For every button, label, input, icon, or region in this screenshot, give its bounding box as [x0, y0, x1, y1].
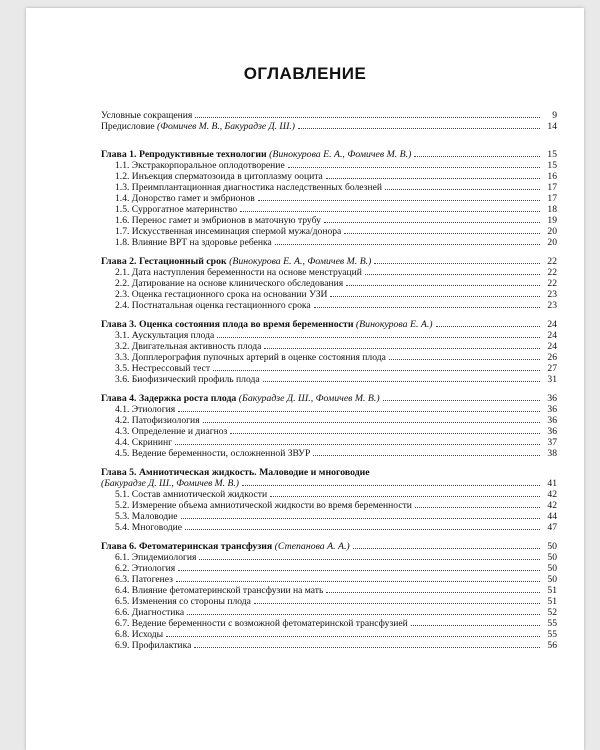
chapter-title: Глава 2. Гестационный срок	[101, 256, 227, 267]
toc-section-entry[interactable]	[101, 278, 557, 289]
section-title: 1.8. Влияние ВРТ на здоровье ребенка	[115, 237, 272, 248]
dot-leader	[264, 348, 540, 349]
toc-section-entry[interactable]	[101, 374, 557, 385]
dot-leader	[213, 370, 540, 371]
section-title: 4.3. Определение и диагноз	[115, 426, 228, 437]
section-title: 3.5. Нестрессовый тест	[115, 363, 211, 374]
section-title: 2.4. Постнатальная оценка гестационного срока	[115, 300, 311, 311]
toc-section-entry[interactable]	[101, 522, 557, 533]
page-number: 47	[547, 522, 557, 533]
page-number: 22	[547, 256, 557, 267]
section-title: 6.3. Патогенез	[115, 574, 173, 585]
page-number: 37	[547, 437, 557, 448]
chapter-author: (Бакурадзе Д. Ш., Фомичев М. В.)	[238, 393, 380, 404]
chapter-title: Глава 4. Задержка роста плода	[101, 393, 237, 404]
dot-leader	[326, 178, 540, 179]
toc-section-entry[interactable]	[101, 363, 557, 374]
page-number: 51	[547, 596, 557, 607]
chapter-title: Глава 3. Оценка состояния плода во время беременности	[101, 319, 354, 330]
entry-text: Условные сокращения	[101, 110, 193, 121]
dot-leader	[324, 222, 540, 223]
book-page	[26, 8, 584, 750]
section-title: 1.2. Инъекция сперматозоида в цитоплазму ооцита	[115, 171, 323, 182]
dot-leader	[313, 455, 540, 456]
dot-leader	[298, 128, 540, 129]
page-number: 9	[552, 110, 557, 121]
chapter-title: Глава 5. Амниотическая жидкость. Маловодие и многоводие	[101, 467, 370, 478]
dot-leader	[436, 326, 540, 327]
page-number: 50	[547, 563, 557, 574]
toc-section-entry[interactable]	[101, 226, 557, 237]
chapter-author: (Винокурова Е. А.)	[355, 319, 433, 330]
section-title: 5.2. Измерение объема амниотической жидкости во время беременности	[115, 500, 412, 511]
section-title: 3.1. Аускультация плода	[115, 330, 215, 341]
page-number: 22	[547, 267, 557, 278]
chapter-label	[101, 256, 371, 267]
section-title: 6.9. Профилактика	[115, 640, 192, 651]
section-title: 3.2. Двигательная активность плода	[115, 341, 262, 352]
toc-section-entry[interactable]	[101, 511, 557, 522]
page-number: 41	[547, 478, 557, 489]
page-number: 17	[547, 193, 557, 204]
page-number: 44	[547, 511, 557, 522]
page-number: 36	[547, 393, 557, 404]
dot-leader	[178, 411, 540, 412]
toc-section-entry[interactable]	[101, 171, 557, 182]
section-title: 4.4. Скрининг	[115, 437, 173, 448]
page-number: 23	[547, 289, 557, 300]
toc-chapter-heading[interactable]	[101, 393, 557, 404]
toc-section-entry[interactable]	[101, 574, 557, 585]
page-number: 50	[547, 552, 557, 563]
section-title: 6.5. Изменения со стороны плода	[115, 596, 251, 607]
section-title: 1.6. Перенос гамет и эмбрионов в маточную трубу	[115, 215, 321, 226]
section-title: 2.2. Датирование на основе клинического обследования	[115, 278, 344, 289]
toc-section-entry[interactable]	[101, 215, 557, 226]
page-number: 55	[547, 618, 557, 629]
page-number: 55	[547, 629, 557, 640]
toc-front-entry[interactable]	[101, 110, 557, 121]
toc-section-entry[interactable]	[101, 640, 557, 651]
page-number: 50	[547, 574, 557, 585]
page-number: 16	[547, 171, 557, 182]
page-number: 42	[547, 500, 557, 511]
toc-section-entry[interactable]	[101, 585, 557, 596]
chapter-title: Глава 6. Фетоматеринская трансфузия	[101, 541, 273, 552]
dot-leader	[194, 647, 540, 648]
toc-section-entry[interactable]	[101, 629, 557, 640]
dot-leader	[353, 548, 540, 549]
toc-section-entry[interactable]	[101, 563, 557, 574]
section-title: 4.2. Патофизиология	[115, 415, 200, 426]
toc-section-entry[interactable]	[101, 500, 557, 511]
chapter-author: (Винокурова Е. А., Фомичев М. В.)	[229, 256, 372, 267]
page-number: 20	[547, 226, 557, 237]
section-title: 6.1. Эпидемиология	[115, 552, 197, 563]
toc-chapter-heading[interactable]	[101, 256, 557, 267]
toc-chapter-heading[interactable]	[101, 319, 557, 330]
toc-section-entry[interactable]	[101, 267, 557, 278]
page-number: 24	[547, 341, 557, 352]
toc-section-entry[interactable]	[101, 237, 557, 248]
dot-leader	[374, 263, 540, 264]
toc-section-entry[interactable]	[101, 437, 557, 448]
dot-leader	[240, 211, 540, 212]
dot-leader	[166, 636, 540, 637]
dot-leader	[270, 496, 540, 497]
toc-section-entry[interactable]	[101, 341, 557, 352]
dot-leader	[230, 433, 540, 434]
dot-leader	[389, 359, 540, 360]
section-title: 6.2. Этиология	[115, 563, 176, 574]
dot-leader	[178, 570, 540, 571]
dot-leader	[415, 507, 540, 508]
section-title: 5.1. Состав амниотической жидкости	[115, 489, 268, 500]
page-number: 24	[547, 330, 557, 341]
dot-leader	[346, 285, 540, 286]
page-number: 19	[547, 215, 557, 226]
dot-leader	[383, 400, 540, 401]
entry-author: (Фомичев М. В., Бакурадзе Д. Ш.)	[157, 121, 295, 132]
section-title: 2.3. Оценка гестационного срока на основании УЗИ	[115, 289, 328, 300]
entry-label	[101, 121, 295, 132]
toc-section-entry[interactable]	[101, 448, 557, 459]
dot-leader	[217, 337, 540, 338]
dot-leader	[185, 529, 540, 530]
toc-section-entry[interactable]	[101, 596, 557, 607]
dot-leader	[330, 296, 540, 297]
dot-leader	[258, 200, 540, 201]
toc-section-entry[interactable]	[101, 426, 557, 437]
dot-leader	[288, 167, 540, 168]
toc-chapter-heading[interactable]	[101, 149, 557, 160]
dot-leader	[242, 485, 540, 486]
section-title: 1.7. Искусственная инсеминация спермой мужа/донора	[115, 226, 342, 237]
section-title: 4.5. Ведение беременности, осложненной ЗВУР	[115, 448, 311, 459]
page-number: 36	[547, 426, 557, 437]
page-number: 42	[547, 489, 557, 500]
page-number: 31	[547, 374, 557, 385]
dot-leader	[411, 625, 540, 626]
section-title: 6.8. Исходы	[115, 629, 164, 640]
page-number: 36	[547, 404, 557, 415]
chapter-title: Глава 1. Репродуктивные технологии	[101, 149, 267, 160]
chapter-label	[101, 149, 411, 160]
toc-front-entry[interactable]	[101, 121, 557, 132]
dot-leader	[181, 518, 540, 519]
dot-leader	[326, 592, 540, 593]
section-title: 6.6. Диагностика	[115, 607, 185, 618]
dot-leader	[263, 381, 540, 382]
page-number: 26	[547, 352, 557, 363]
table-of-contents	[101, 110, 557, 651]
chapter-author: (Степанова А. А.)	[274, 541, 350, 552]
section-title: 3.3. Допплерография пупочных артерий в оценке состояния плода	[115, 352, 386, 363]
section-title: 2.1. Дата наступления беременности на основе менструаций	[115, 267, 362, 278]
toc-section-entry[interactable]	[101, 330, 557, 341]
toc-section-entry[interactable]	[101, 415, 557, 426]
page-number: 24	[547, 319, 557, 330]
page-number: 15	[547, 160, 557, 171]
toc-section-entry[interactable]	[101, 489, 557, 500]
toc-section-entry[interactable]	[101, 204, 557, 215]
toc-section-entry[interactable]	[101, 607, 557, 618]
page-number: 15	[547, 149, 557, 160]
chapter-author-line	[101, 478, 557, 489]
page-number: 56	[547, 640, 557, 651]
section-title: 1.3. Преимплантационная диагностика наследственных болезней	[115, 182, 382, 193]
toc-section-entry[interactable]	[101, 404, 557, 415]
toc-section-entry[interactable]	[101, 352, 557, 363]
section-title: 6.4. Влияние фетоматеринской трансфузии на мать	[115, 585, 324, 596]
dot-leader	[175, 444, 540, 445]
page-number: 38	[547, 448, 557, 459]
dot-leader	[275, 244, 540, 245]
entry-label	[101, 110, 192, 121]
toc-section-entry[interactable]	[101, 193, 557, 204]
page-title: ОГЛАВЛЕНИЕ	[243, 64, 367, 83]
chapter-author: (Винокурова Е. А., Фомичев М. В.)	[269, 149, 412, 160]
toc-chapter-heading[interactable]	[101, 467, 557, 489]
page-number: 18	[547, 204, 557, 215]
dot-leader	[195, 117, 540, 118]
page-number: 22	[547, 278, 557, 289]
page-number: 36	[547, 415, 557, 426]
dot-leader	[385, 189, 540, 190]
toc-section-entry[interactable]	[101, 182, 557, 193]
dot-leader	[199, 559, 540, 560]
page-number: 14	[547, 121, 557, 132]
toc-section-entry[interactable]	[101, 160, 557, 171]
toc-section-entry[interactable]	[101, 618, 557, 629]
toc-section-entry[interactable]	[101, 552, 557, 563]
page-number: 52	[547, 607, 557, 618]
page-number: 27	[547, 363, 557, 374]
toc-section-entry[interactable]	[101, 300, 557, 311]
section-title: 5.4. Многоводие	[115, 522, 183, 533]
dot-leader	[203, 422, 540, 423]
page-number: 23	[547, 300, 557, 311]
dot-leader	[365, 274, 540, 275]
chapter-label	[101, 541, 350, 552]
section-title: 1.5. Суррогатное материнство	[115, 204, 238, 215]
dot-leader	[254, 603, 540, 604]
section-title: 5.3. Маловодие	[115, 511, 178, 522]
toc-section-entry[interactable]	[101, 289, 557, 300]
chapter-label	[101, 393, 380, 404]
dot-leader	[187, 614, 540, 615]
dot-leader	[314, 307, 540, 308]
page-number: 20	[547, 237, 557, 248]
section-title: 3.6. Биофизический профиль плода	[115, 374, 260, 385]
section-title: 1.4. Донорство гамет и эмбрионов	[115, 193, 255, 204]
page-number: 51	[547, 585, 557, 596]
page-number: 50	[547, 541, 557, 552]
section-title: 1.1. Экстракорпоральное оплодотворение	[115, 160, 285, 171]
page-number: 17	[547, 182, 557, 193]
chapter-label	[101, 319, 433, 330]
dot-leader	[176, 581, 540, 582]
entry-text: Предисловие	[101, 121, 155, 132]
dot-leader	[344, 233, 540, 234]
dot-leader	[414, 156, 540, 157]
section-title: 6.7. Ведение беременности с возможной фетоматеринской трансфузией	[115, 618, 408, 629]
chapter-author: (Бакурадзе Д. Ш., Фомичев М. В.)	[101, 478, 239, 489]
section-title: 4.1. Этиология	[115, 404, 176, 415]
toc-chapter-heading[interactable]	[101, 541, 557, 552]
